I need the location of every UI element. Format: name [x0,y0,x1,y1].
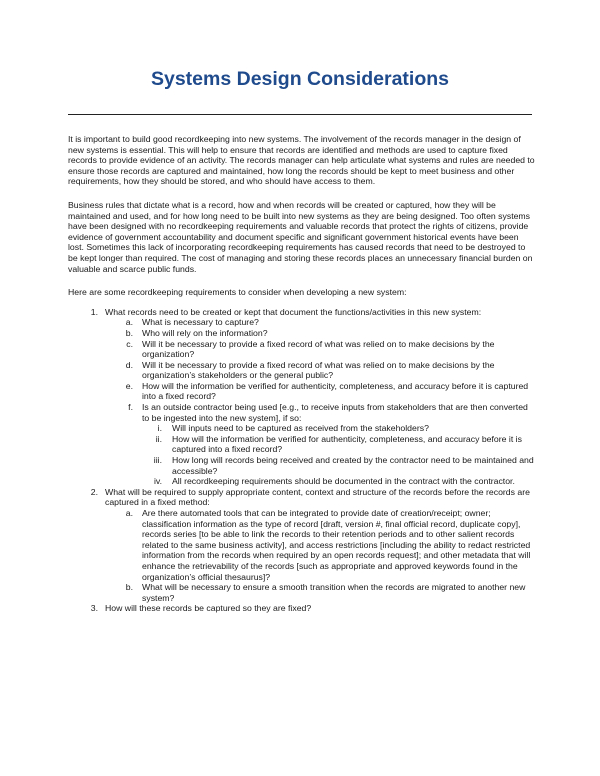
sub-sub-list [142,423,536,487]
list-item [105,381,536,402]
list-marker: b. [125,327,133,338]
list-item-text: What will be required to supply appropriate content, context and structure of the records before the records are captured in a fixed method: [105,486,530,508]
list-marker: b. [125,582,133,593]
list-item [142,423,536,434]
list-marker: d. [125,359,133,370]
list-marker: iii. [153,455,162,466]
list-item [142,455,536,476]
list-item-text: How will these records be captured so they are fixed? [105,603,312,614]
list-marker: iv. [153,476,162,487]
list-marker: a. [125,508,133,518]
list-item-text: What is necessary to capture? [142,317,259,328]
list-item-text: All recordkeeping requirements should be documented in the contract with the contractor. [172,476,515,487]
list-item [105,328,536,339]
page-title: Systems Design Considerations [150,68,449,90]
list-item-text: What records need to be created or kept that document the functions/activities in this new system: [105,306,482,317]
list-marker: a. [125,317,133,328]
business-rules-paragraph: Business rules that dictate what is a record, how and when records will be created or captured, how they will be maintained and used, and for how long need to be built into new systems as they are being designed. Too often systems have been designed with no recordkeeping requirements and valuable records that protect the rights of citizens, provide evidence of government accountability and document specific and significant government historical events have been lost. Sometimes this lack of incorporating recordkeeping requirements has caused records that need to be destroyed to be kept longer than required. The cost of managing and storing these records places an unnecessary financial burden on valuable and scarce public funds. [68,199,533,274]
requirements-list [68,307,536,614]
list-marker: f. [128,402,133,413]
list-item-text: What will be necessary to ensure a smooth transition when the records are migrated to another new system? [142,582,526,603]
list-item-text: How will the information be verified for authenticity, completeness, and accuracy before it is captured into a fixed record? [142,380,529,402]
title-divider [68,114,532,115]
intro-paragraph: It is important to build good recordkeeping into new systems. The involvement of the records manager in the design of new systems is essential. This will help to ensure that records are identified and methods are used to capture fixed records to provide evidence of an activity. The records manager can help articulate what systems and rules are needed to ensure those records are captured and maintained, how long the records should be kept to meet business and other requirements, how they should be stored, and who should have access to them. [68,134,535,187]
list-item [105,339,536,360]
list-item [142,434,536,455]
sub-list [105,317,536,487]
list-item-text: Are there automated tools that can be integrated to provide date of creation/receipt; owner; classification information as the type of record [draft, version #, final official record, duplicate copy], records series [to be able to link the records to their retention periods and to other salient records related to the same business activity], and access restrictions [including the ability to redact restricted information from the records when required by an open records request]; and other metadata that will enhance the retrievability of the records [such as appropriate and approved keywords found in the organization’s official thesaurus]? [142,508,531,582]
requirements-intro: Here are some recordkeeping requirements to consider when developing a new system: [68,287,407,298]
list-marker: 2. [90,486,98,497]
list-item-text: Is an outside contractor being used [e.g., to receive inputs from stakeholders that are then converted to be ingested into the new system], if so: [142,402,528,423]
list-item-text: Will it be necessary to provide a fixed record of what was relied on to make decisions by the organization? [142,338,495,360]
list-item [68,307,536,487]
list-item-text: How will the information be verified for authenticity, completeness, and accuracy before it is captured into a fixed record? [172,433,522,455]
list-item [105,582,536,603]
document-body [68,134,536,614]
list-item [105,508,536,582]
list-item [105,402,536,487]
list-marker: i. [157,423,162,434]
list-item [68,487,536,604]
list-item-text: Who will rely on the information? [142,327,268,338]
list-marker: c. [126,338,133,349]
list-item [105,317,536,328]
list-marker: 3. [90,603,98,614]
list-marker: ii. [155,433,162,444]
list-item [105,360,536,381]
sub-list [105,508,536,603]
list-item-text: Will inputs need to be captured as received from the stakeholders? [172,423,429,434]
list-item [142,476,536,487]
list-item-text: How long will records being received and created by the contractor need to be maintained and accessible? [172,455,534,476]
list-item [68,603,536,614]
list-item-text: Will it be necessary to provide a fixed record of what was relied on to make decisions by the organization’s stakeholders or the general public? [142,359,495,381]
list-marker: 1. [90,306,98,317]
list-marker: e. [125,380,133,391]
